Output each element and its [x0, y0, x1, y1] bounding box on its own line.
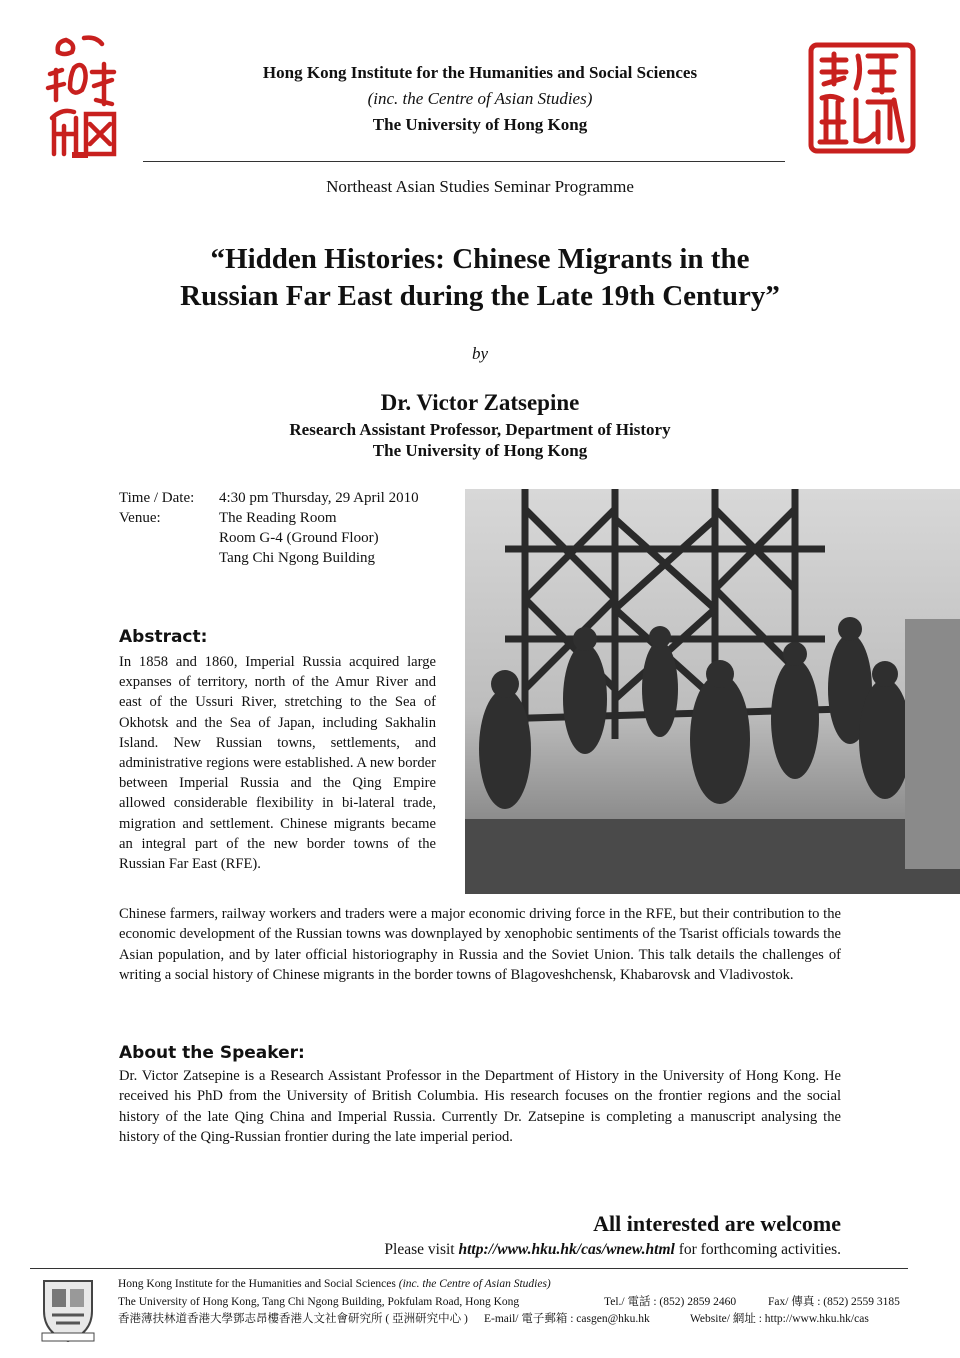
header-divider	[143, 161, 785, 162]
about-text: Dr. Victor Zatsepine is a Research Assistant Professor in the Department of History in the University of Hong Kong. He received his PhD from the University of British Columbia. His research focuses on the frontier regions and the social history of the late Qing China and Imperial Russia. Currently Dr. Zatsepine is completing a manuscript analysing the history of the Qing-Russian frontier during the late imperial period.	[119, 1068, 841, 1146]
title-line-1: “Hidden Histories: Chinese Migrants in the	[210, 243, 750, 275]
time-label: Time / Date:	[119, 490, 195, 506]
hku-crest-icon	[38, 1277, 98, 1343]
footer-address-row	[118, 1294, 519, 1311]
venue-line-2: Room G-4 (Ground Floor)	[219, 530, 379, 546]
institute-subtitle: (inc. the Centre of Asian Studies)	[367, 89, 593, 108]
visit-suffix: for forthcoming activities.	[674, 1241, 841, 1258]
footer-institute-subtitle: (inc. the Centre of Asian Studies)	[398, 1278, 551, 1290]
footer-institute	[118, 1276, 551, 1293]
venue-line-3: Tang Chi Ngong Building	[219, 550, 376, 566]
title-line-2: Russian Far East during the Late 19th Century”	[180, 280, 780, 312]
footer-institute-name: Hong Kong Institute for the Humanities and Social Sciences	[118, 1278, 399, 1290]
red-square-seal-icon	[808, 42, 916, 154]
red-seal-logo-icon	[44, 34, 120, 162]
visit-line	[384, 1241, 841, 1259]
by-label: by	[471, 344, 489, 363]
venue-line-1: The Reading Room	[219, 510, 337, 526]
position-line-1: Research Assistant Professor, Department of History	[289, 420, 671, 439]
footer-chinese-address: 香港薄扶林道香港大學鄧志昂樓香港人文社會研究所 ( 亞洲研究中心 )	[118, 1313, 468, 1325]
seminar-title	[0, 241, 960, 315]
university-name: The University of Hong Kong	[372, 115, 588, 134]
visit-url-link[interactable]: http://www.hku.hk/cas/wnew.html	[458, 1241, 675, 1258]
footer-website[interactable]: Website/ 網址 : http://www.hku.hk/cas	[690, 1313, 869, 1325]
speaker-position	[0, 419, 960, 461]
event-details	[119, 488, 419, 568]
footer-divider	[30, 1268, 908, 1269]
abstract-text-top: In 1858 and 1860, Imperial Russia acquired large expanses of territory, north of the Amur River and east of the Ussuri River, stretching to the Sea of Okhotsk and the Sea of Japan, including Sakhalin Island. New Russian towns, settlements, and administrative regions were established. A new border between Imperial Russia and the Qing Empire allowed considerable flexibility in bi-lateral trade, migration and settlement. Chinese migrants became an integral part of the new border towns of the Russian Far East (RFE).	[119, 654, 436, 873]
footer-tel: Tel./ 電話 : (852) 2859 2460	[604, 1296, 737, 1308]
welcome-message: All interested are welcome	[593, 1211, 841, 1236]
footer-fax: Fax/ 傳真 : (852) 2559 3185	[768, 1296, 900, 1308]
historical-photo	[465, 489, 960, 894]
footer-email[interactable]: E-mail/ 電子郵箱 : casgen@hku.hk	[484, 1313, 650, 1325]
institute-name: Hong Kong Institute for the Humanities and Social Sciences	[262, 63, 698, 82]
visit-prefix: Please visit	[384, 1241, 459, 1258]
programme-name: Northeast Asian Studies Seminar Programme	[326, 177, 634, 196]
about-heading: About the Speaker:	[119, 1043, 305, 1063]
time-value: 4:30 pm Thursday, 29 April 2010	[219, 490, 419, 506]
abstract-text-bottom: Chinese farmers, railway workers and traders were a major economic driving force in the RFE, but their contribution to the economic development of the Russian towns was downplayed by xenophobic sentiments of the Tsarist officials towards the Asian population, and by later official historiography in Russia and the Soviet Union. This talk details the challenges of writing a social history of Chinese migrants in the border towns of Blagoveshchensk, Khabarovsk and Vladivostok.	[119, 906, 841, 984]
speaker-name: Dr. Victor Zatsepine	[380, 390, 580, 415]
footer-address: The University of Hong Kong, Tang Chi Ngong Building, Pokfulam Road, Hong Kong	[118, 1296, 520, 1308]
position-line-2: The University of Hong Kong	[372, 441, 588, 460]
venue-label: Venue:	[119, 510, 161, 526]
abstract-heading: Abstract:	[119, 627, 208, 647]
